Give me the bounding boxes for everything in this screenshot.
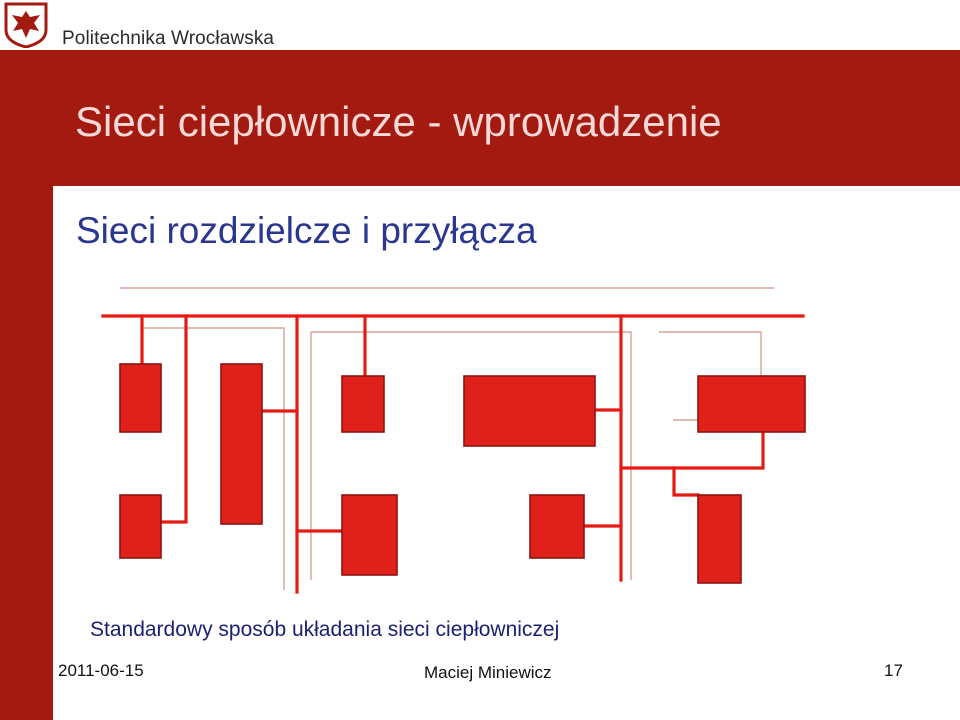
title-bar (53, 50, 960, 186)
building-7 (698, 376, 805, 432)
left-accent-strip (0, 50, 53, 720)
slide-title: Sieci ciepłownicze - wprowadzenie (75, 98, 722, 145)
footer-date: 2011-06-15 (58, 661, 144, 680)
slide-subtitle: Sieci rozdzielcze i przyłącza (76, 210, 537, 251)
building-2 (221, 364, 262, 524)
building-1 (120, 364, 161, 432)
return-pipe-network (120, 288, 774, 590)
university-logo (0, 0, 400, 50)
eagle-emblem-icon (4, 2, 48, 48)
footer-page-number: 17 (884, 661, 903, 680)
building-6 (464, 376, 595, 446)
building-8 (530, 495, 584, 558)
building-4 (342, 376, 384, 432)
building-9 (698, 495, 741, 583)
footer-author: Maciej Miniewicz (424, 663, 552, 682)
heating-network-diagram (53, 270, 833, 610)
supply-branch-8 (621, 432, 763, 468)
diagram-caption: Standardowy sposób układania sieci ciepłowniczej (90, 618, 560, 641)
supply-branch-2 (161, 316, 186, 522)
supply-branch-9 (674, 468, 698, 495)
building-5 (342, 495, 397, 575)
building-3 (120, 495, 161, 558)
university-name: Politechnika Wrocławska (62, 28, 275, 49)
